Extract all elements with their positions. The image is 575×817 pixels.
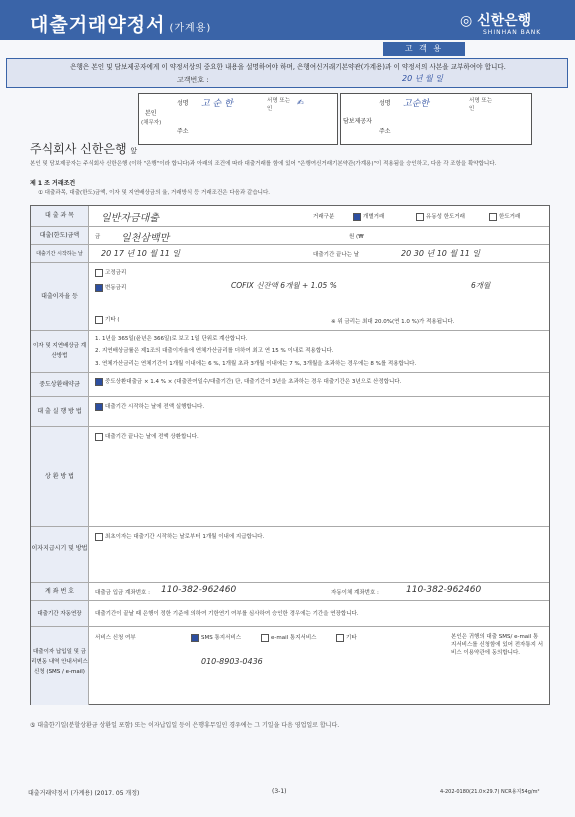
guarantor-name: 고순한: [403, 99, 430, 109]
exec-label: 대 출 실 행 방 법: [31, 397, 89, 427]
rate-cycle: 6개월: [471, 281, 491, 290]
guarantor-signature-label: 서명 또는 인: [469, 98, 493, 112]
address-label: 주소: [177, 128, 189, 135]
title-suffix: (가계용): [169, 23, 212, 34]
borrower-label: 본인: [145, 110, 157, 117]
prepay-checkbox[interactable]: [95, 378, 103, 386]
interest-pay-checkbox[interactable]: [95, 533, 103, 541]
interest-pay-text: [95, 532, 264, 541]
copy-label: 고 객 용: [383, 42, 465, 56]
guarantor-label: 담보제공자: [343, 118, 372, 125]
trade-option-1-label: 개별거래: [363, 214, 385, 220]
prepay-label: 중도상환해약금: [31, 373, 89, 397]
bottom-note: ⑤ 대출한기일(분할상환금 상환일 포함) 또는 이자납입일 등이 은행휴무일인 경우에는 그 기일을 다음 영업일로 합니다.: [30, 722, 340, 729]
row-rates: [31, 262, 549, 331]
sms-option-1-checkbox[interactable]: [191, 634, 199, 642]
extend-text: 대출기간이 끝날 때 은행이 정한 기준에 의하여 기한연기 여부를 심사하여 승인한 경우에는 기간을 연장합니다.: [95, 611, 359, 617]
bank-logo-en: SHINHAN BANK: [483, 29, 542, 36]
row-repay: [31, 426, 549, 527]
intro-text: 본인 및 담보제공자는 주식회사 신한은행 (이하 "은행"이라 합니다)과 아래의 조건에 따라 대출거래를 함에 있어 "은행여신거래기본약관(가계용)"이 적용됨을 승인하고, 다음 각 조항을 확약합니다.: [30, 161, 497, 167]
sms-option-2-label: e-mail 통지서비스: [271, 635, 317, 641]
trade-option-1[interactable]: [353, 212, 384, 221]
rate-max-note: ※ 위 금리는 최대 20.0%(연 1.0 %)가 적용됩니다.: [331, 319, 455, 325]
start-date: 20 17 년 10 월 11 일: [101, 249, 181, 258]
account-prefix: 대출금 입금 계좌번호 :: [95, 590, 150, 596]
rate-fixed-checkbox[interactable]: [95, 269, 103, 277]
rate-fixed[interactable]: [95, 268, 126, 277]
account-label: 계 좌 번 호: [31, 583, 89, 601]
bank-name-suffix: 앞: [130, 147, 138, 155]
prepay-text: [95, 377, 401, 386]
prepay-text-value: 중도상환대출금 × 1.4 % × (대출잔여일수/대출기간) 단, 대출기간이 3년을 초과하는 경우 대출기간은 3년으로 산정합니다.: [105, 379, 402, 385]
sms-option-3[interactable]: [336, 633, 357, 642]
row-extend: [31, 600, 549, 627]
sms-apply: 서비스 신청 여부: [95, 635, 136, 641]
account-number: 110-382-962460: [161, 585, 237, 595]
repay-text-value: 대출기간 끝나는 날에 전액 상환합니다.: [105, 434, 199, 440]
repay-text: [95, 432, 199, 441]
interest-label: 이자 및 지연배상금 계산방법: [31, 331, 89, 373]
rate-other-checkbox[interactable]: [95, 316, 103, 324]
rate-variable-label: 변동금리: [105, 285, 127, 291]
exec-text-value: 대출기간 시작하는 날에 전액 실행합니다.: [105, 404, 205, 410]
loan-type-value: 일반자금대출: [101, 213, 159, 224]
exec-text: [95, 402, 204, 411]
amount-value: 일천삼백만: [121, 233, 170, 244]
guarantor-name-label: 성명: [379, 100, 391, 107]
trade-option-3-checkbox[interactable]: [489, 213, 497, 221]
interest-line-2: 2. 지연배상금률은 제1조의 대출이자율에 연체가산금리를 더하여 최고 연 15 % 이내로 적용합니다.: [95, 348, 334, 354]
sms-option-3-label: 기타: [346, 635, 357, 641]
sms-option-2[interactable]: [261, 633, 316, 642]
borrower-box: [138, 93, 338, 145]
trade-option-3[interactable]: [489, 212, 520, 221]
sms-option-2-checkbox[interactable]: [261, 634, 269, 642]
sms-option-1[interactable]: [191, 633, 241, 642]
notice-box: [6, 58, 568, 88]
row-interest-pay: [31, 526, 549, 583]
amount-unit: 원 (₩: [349, 234, 364, 240]
row-account: [31, 582, 549, 601]
sms-option-1-label: SMS 통지서비스: [201, 635, 242, 641]
repay-checkbox[interactable]: [95, 433, 103, 441]
title-text: 대출거래약정서: [30, 14, 166, 36]
row-sms: [31, 626, 549, 705]
interest-pay-label: 이자지급시기 및 방법: [31, 527, 89, 583]
bank-name-text: 주식회사 신한은행: [30, 142, 127, 156]
customer-no-label: 고객번호 :: [177, 76, 209, 84]
trade-option-1-checkbox[interactable]: [353, 213, 361, 221]
footer-center: (3-1): [272, 788, 287, 795]
end-date: 20 30 년 10 월 11 일: [401, 249, 481, 258]
sms-phone: 010-8903-0436: [201, 657, 263, 666]
start-label: 대출기간 시작하는 날: [31, 245, 89, 263]
bank-logo-text: 신한은행: [477, 13, 532, 29]
borrower-sub: (채무자): [141, 120, 162, 126]
loan-type-label: 대 출 과 목: [31, 206, 89, 226]
rate-other-label: 기타 (: [105, 317, 120, 323]
amount-label: 대출(한도)금액: [31, 227, 89, 245]
rate-fixed-label: 고정금리: [105, 270, 127, 276]
row-exec: [31, 396, 549, 427]
guarantor-address-label: 주소: [379, 128, 391, 135]
borrower-signature: ✍: [297, 98, 304, 107]
interest-line-3: 3. 연체가산금리는 연체기간이 1개월 이내에는 6 %, 1개월 초과 3개월 이내에는 7 %, 3개월을 초과하는 경우에는 8 %를 적용합니다.: [95, 361, 417, 367]
row-interest: [31, 330, 549, 373]
exec-checkbox[interactable]: [95, 403, 103, 411]
rate-variable-value: COFIX 신잔액 6개월 + 1.05 %: [231, 281, 337, 290]
trade-option-2-checkbox[interactable]: [416, 213, 424, 221]
name-label: 성명: [177, 100, 189, 107]
rate-other[interactable]: [95, 315, 120, 324]
trade-option-3-label: 한도거래: [499, 214, 521, 220]
article1-title: 제 1 조 거래조건: [30, 180, 76, 187]
footer-left: 대출거래약정서 (가계용) (2017. 05 개정): [28, 790, 140, 797]
notice-text: 은행은 본인 및 담보제공자에게 이 약정서상의 중요한 내용을 설명하여야 하며, 은행여신거래기본약관(가계용)과 이 약정서의 사본을 교부하여야 합니다.: [70, 63, 506, 71]
extend-label: 대출기간 자동연장: [31, 601, 89, 627]
sms-right: 본인은 귀행의 대출 SMS/ e-mail 통지서비스를 신청함에 있어 전자통지 서비스 이용약관에 동의합니다.: [451, 634, 544, 656]
rate-variable[interactable]: [95, 283, 126, 292]
document-title: [30, 10, 211, 37]
borrower-name: 고 순 한: [201, 99, 233, 109]
sms-option-3-checkbox[interactable]: [336, 634, 344, 642]
footer-right: 4-202-0180(21.0×29.7) NCR용지54g/m²: [440, 789, 540, 795]
row-amount: [31, 226, 549, 245]
amount-prefix: 금: [95, 234, 101, 240]
auto-account-number: 110-382-962460: [406, 585, 482, 595]
terms-table: [30, 205, 550, 705]
sms-label: 대출이자 납입일 및 금리변동 내역 안내서비스 신청 (SMS / e-mail): [31, 627, 89, 705]
row-loan-type: [31, 206, 549, 226]
trade-type-label: 거래구분: [313, 214, 335, 220]
row-dates: [31, 244, 549, 263]
end-label: 대출기간 끝나는 날: [313, 252, 360, 258]
rate-variable-checkbox[interactable]: [95, 284, 103, 292]
trade-option-2-label: 유동성 한도거래: [426, 214, 465, 220]
interest-pay-text-value: 최초이자는 대출기간 시작하는 날로부터 1개월 이내에 지급합니다.: [105, 534, 265, 540]
guarantor-box: [340, 93, 532, 145]
row-prepay: [31, 372, 549, 397]
bank-name: [30, 140, 137, 157]
rate-label: 대출이자율 등: [31, 263, 89, 331]
bank-logo: [460, 10, 531, 30]
bank-logo-icon: ◎: [460, 13, 473, 29]
article1-sub: ① 대출과목, 대출(한도)금액, 이자 및 지연배상금의 율, 거래방식 등 거래조건은 다음과 같습니다.: [38, 190, 271, 196]
repay-label: 상 환 방 법: [31, 427, 89, 527]
signature-label: 서명 또는 인: [267, 98, 291, 112]
interest-line-1: 1. 1년을 365일(윤년은 366일)로 보고 1일 단위로 계산합니다.: [95, 336, 248, 342]
auto-label: 자동이체 계좌번호 :: [331, 590, 379, 596]
trade-option-2[interactable]: [416, 212, 465, 221]
date-hand: 20 년 월 일: [402, 74, 443, 83]
